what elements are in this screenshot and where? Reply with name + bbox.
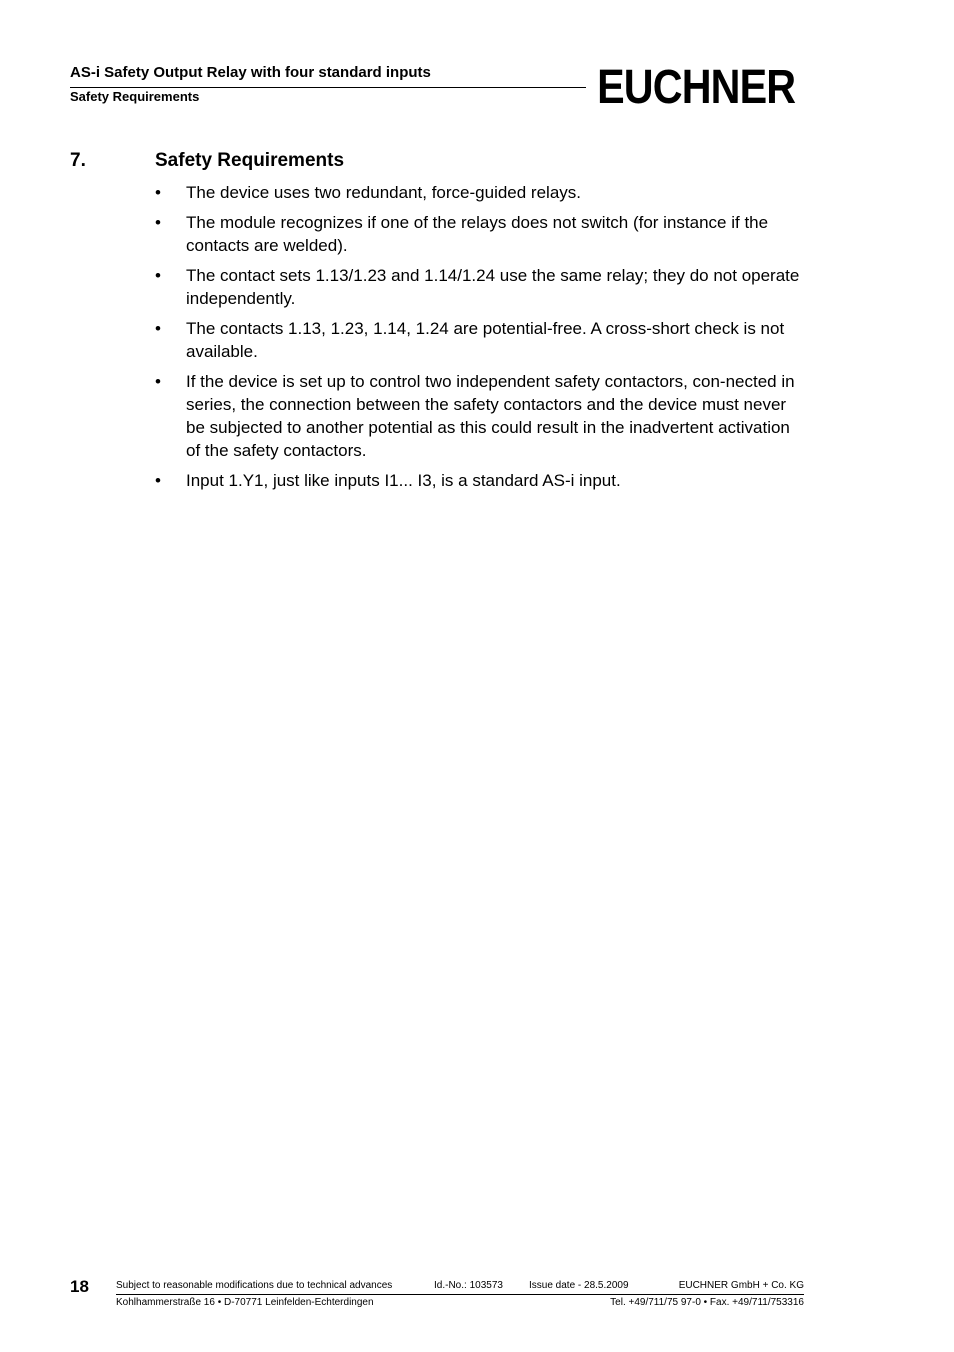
document-title: AS-i Safety Output Relay with four standard inputs xyxy=(70,64,431,81)
bullet-icon: • xyxy=(155,319,161,338)
list-item xyxy=(155,181,805,204)
list-item xyxy=(155,211,805,257)
footer-issue-date: Issue date - 28.5.2009 xyxy=(529,1280,629,1291)
page-number: 18 xyxy=(70,1277,89,1296)
list-item-text: The contact sets 1.13/1.23 and 1.14/1.24 use the same relay; they do not operate independently. xyxy=(186,266,800,308)
list-item-text: Input 1.Y1, just like inputs I1... I3, is a standard AS-i input. xyxy=(186,471,621,490)
footer-id-number: Id.-No.: 103573 xyxy=(434,1280,503,1291)
list-item-text: If the device is set up to control two independent safety contactors, con-nected in series, the connection between the safety contactors and the device must never be subjected to another potential as this could result in the inadvertent activation of the safety contactors. xyxy=(186,372,795,460)
bullet-icon: • xyxy=(155,213,161,232)
section-title: Safety Requirements xyxy=(155,150,345,171)
requirements-list xyxy=(155,181,805,499)
list-item xyxy=(155,370,805,462)
section-number: 7. xyxy=(70,150,86,171)
header-divider xyxy=(70,87,586,88)
euchner-logo xyxy=(588,66,804,110)
bullet-icon: • xyxy=(155,266,161,285)
list-item-text: The contacts 1.13, 1.23, 1.14, 1.24 are potential-free. A cross-short check is not available. xyxy=(186,319,785,361)
list-item xyxy=(155,469,805,492)
bullet-icon: • xyxy=(155,183,161,202)
footer-address: Kohlhammerstraße 16 • D-70771 Leinfelden-Echterdingen xyxy=(116,1297,374,1308)
bullet-icon: • xyxy=(155,372,161,391)
footer-company: EUCHNER GmbH + Co. KG xyxy=(678,1280,804,1291)
list-item xyxy=(155,317,805,363)
bullet-icon: • xyxy=(155,471,161,490)
footer-contact: Tel. +49/711/75 97-0 • Fax. +49/711/753316 xyxy=(610,1297,804,1308)
footer-disclaimer: Subject to reasonable modifications due to technical advances xyxy=(116,1280,393,1291)
list-item xyxy=(155,264,805,310)
document-subtitle: Safety Requirements xyxy=(70,89,200,104)
logo-text: EUCHNER xyxy=(596,66,796,110)
footer-divider xyxy=(116,1294,804,1295)
list-item-text: The module recognizes if one of the relays does not switch (for instance if the contacts are welded). xyxy=(186,213,769,255)
list-item-text: The device uses two redundant, force-guided relays. xyxy=(186,183,582,202)
